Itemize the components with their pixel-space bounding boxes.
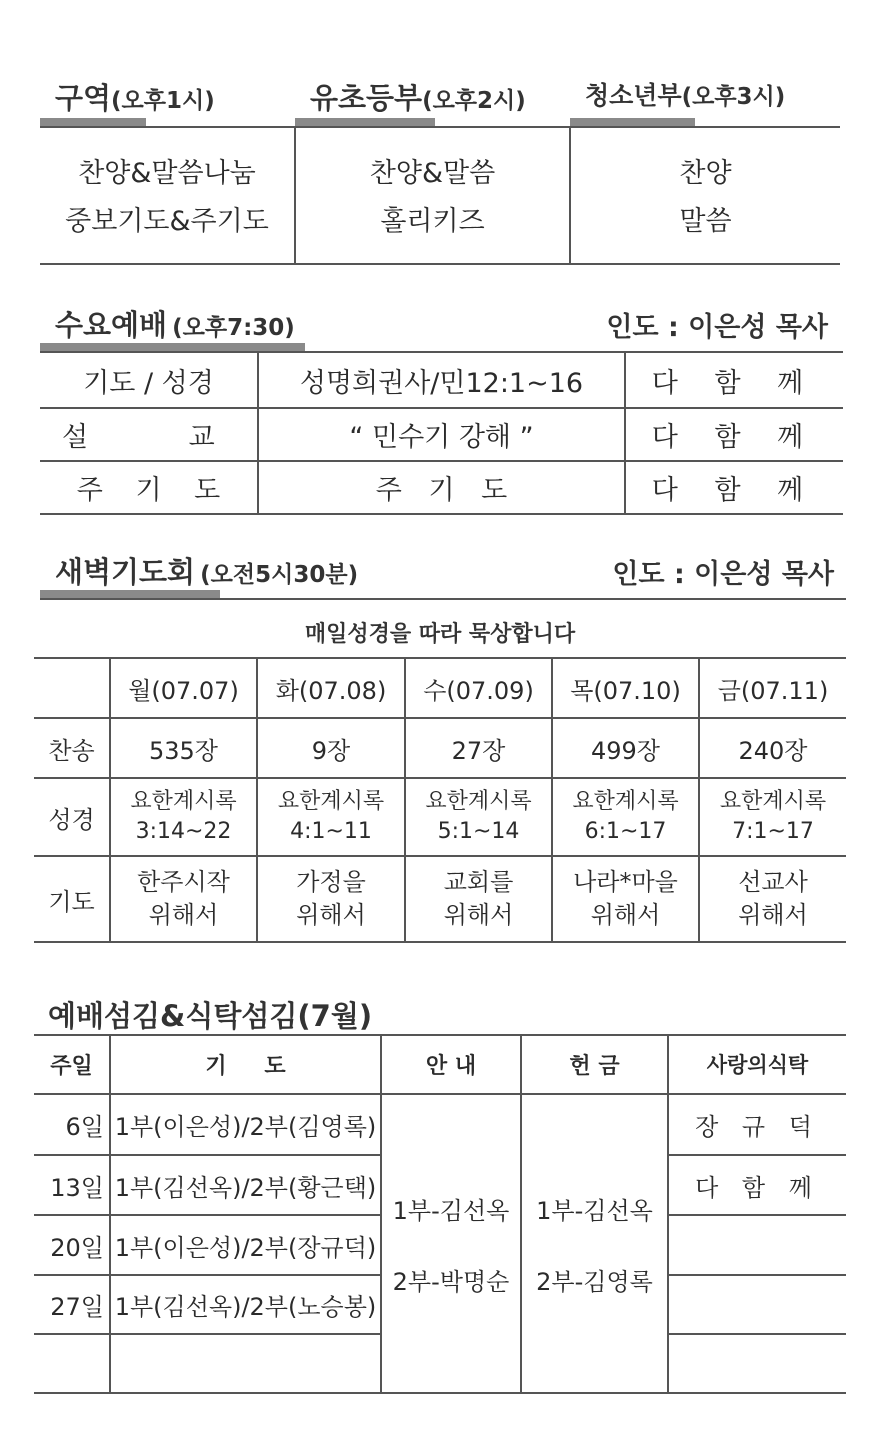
scripture-book: 요한계시록 — [130, 789, 237, 814]
service-meal-rule — [668, 1214, 846, 1216]
district-line-2: 중보기도&주기도 — [65, 205, 269, 237]
hymn-cell: 27장 — [451, 736, 506, 765]
offering-first: 1부-김선옥 — [536, 1196, 653, 1225]
prayer-topic: 선교사 — [738, 868, 808, 896]
prayer-cell — [258, 857, 404, 941]
day-header: 금(07.11) — [717, 676, 829, 705]
hymn-cell: 240장 — [738, 736, 808, 765]
prayer-cell — [406, 857, 551, 941]
guide-cell — [382, 1095, 520, 1392]
sunday-date: 6일 — [65, 1113, 104, 1141]
header-guide: 안 내 — [425, 1053, 477, 1079]
children-heading — [310, 76, 526, 117]
prayer-cell — [111, 857, 256, 941]
scripture-verses: 3:14~22 — [135, 819, 232, 844]
row-label-prayer: 기도 — [48, 887, 95, 916]
meal-cell: 다 함 께 — [695, 1173, 820, 1202]
row-label-scripture: 성경 — [48, 805, 95, 834]
district-heading — [55, 76, 215, 117]
dawn-heading — [55, 550, 358, 591]
offering-cell — [522, 1095, 667, 1392]
day-header: 목(07.10) — [570, 676, 681, 705]
header-meal: 사랑의식탁 — [706, 1053, 809, 1077]
wednesday-item-label: 설 교 — [62, 422, 215, 453]
hymn-cell: 499장 — [591, 736, 660, 765]
sunday-date: 27일 — [50, 1293, 104, 1321]
children-underbar — [295, 118, 435, 126]
sunday-prayer: 1부(이은성)/2부(장규덕) — [114, 1233, 377, 1262]
prayer-topic: 가정을 — [296, 868, 366, 896]
dawn-top-rule — [40, 598, 846, 600]
sunday-prayer: 1부(김선옥)/2부(노승봉) — [114, 1293, 377, 1321]
scripture-book: 요한계시록 — [719, 789, 827, 814]
day-header: 수(07.09) — [423, 676, 534, 705]
service-row-rule — [34, 1333, 380, 1335]
wednesday-item: 기도 / 성경 — [83, 367, 214, 399]
district-underbar — [40, 118, 146, 126]
dawn-leader: 인도 : 이은성 목사 — [612, 559, 834, 590]
youth-title: 청소년부 — [585, 81, 682, 110]
groups-top-rule — [40, 126, 840, 128]
youth-line-2: 말씀 — [679, 205, 732, 237]
guide-second: 2부-박명순 — [392, 1267, 510, 1296]
service-meal-rule — [668, 1274, 846, 1276]
prayer-cell — [553, 857, 698, 941]
scripture-verses: 7:1~17 — [732, 819, 814, 844]
sunday-prayer: 1부(김선옥)/2부(황근택) — [114, 1173, 377, 1202]
wednesday-who: 다 함 께 — [651, 475, 818, 506]
prayer-suffix: 위해서 — [738, 901, 808, 929]
scripture-cell — [258, 779, 404, 855]
scripture-verses: 5:1~14 — [437, 819, 520, 844]
scripture-cell — [700, 779, 846, 855]
youth-heading — [585, 76, 785, 112]
district-line-1: 찬양&말씀나눔 — [78, 157, 256, 189]
prayer-suffix: 위해서 — [443, 901, 514, 929]
header-prayer: 기 도 — [205, 1053, 286, 1079]
service-bottom-rule — [34, 1392, 846, 1394]
hymn-cell: 9장 — [311, 736, 351, 765]
meal-cell: 장 규 덕 — [695, 1113, 820, 1141]
sunday-prayer: 1부(이은성)/2부(김영록) — [114, 1113, 377, 1141]
dawn-underbar — [40, 590, 220, 598]
wednesday-underbar — [40, 343, 305, 351]
guide-first: 1부-김선옥 — [392, 1196, 510, 1225]
service-title: 예배섬김&식탁섬김(7월) — [48, 999, 373, 1033]
scripture-verses: 6:1~17 — [584, 819, 667, 844]
header-offering: 헌 금 — [569, 1053, 620, 1079]
wednesday-bottom-rule — [40, 513, 843, 515]
sunday-date: 20일 — [50, 1233, 104, 1262]
wednesday-item: 주 기 도 — [76, 475, 221, 506]
dawn-table-rule — [34, 941, 846, 943]
prayer-cell — [700, 857, 846, 941]
wednesday-content: 성명희권사/민12:1~16 — [299, 367, 584, 399]
prayer-suffix: 위해서 — [296, 901, 366, 929]
offering-second: 2부-김영록 — [536, 1267, 653, 1296]
day-header: 화(07.08) — [275, 676, 387, 705]
wednesday-time: (오후7:30) — [172, 315, 295, 341]
header-sunday: 주일 — [50, 1053, 93, 1079]
children-time: (오후2시) — [422, 88, 526, 114]
scripture-cell — [406, 779, 551, 855]
wednesday-leader: 인도 : 이은성 목사 — [606, 312, 828, 343]
district-title: 구역 — [55, 81, 112, 115]
wednesday-content: 주 기 도 — [375, 475, 508, 506]
children-line-2: 홀리키즈 — [380, 205, 485, 237]
scripture-verses: 4:1~11 — [290, 819, 372, 844]
prayer-topic: 한주시작 — [137, 868, 230, 896]
district-time: (오후1시) — [111, 88, 215, 114]
youth-time: (오후3시) — [681, 84, 786, 110]
row-label-hymn: 찬송 — [48, 736, 95, 765]
children-title: 유초등부 — [310, 81, 423, 115]
wednesday-heading — [55, 303, 295, 344]
scripture-book: 요한계시록 — [572, 789, 679, 814]
prayer-topic: 나라*마을 — [573, 868, 678, 896]
prayer-topic: 교회를 — [443, 868, 514, 896]
scripture-cell — [553, 779, 698, 855]
groups-bottom-rule — [40, 263, 840, 265]
children-line-1: 찬양&말씀 — [369, 157, 496, 189]
prayer-suffix: 위해서 — [148, 901, 219, 929]
hymn-cell: 535장 — [149, 736, 218, 765]
sunday-date: 13일 — [50, 1173, 104, 1202]
day-header: 월(07.07) — [128, 676, 239, 705]
scripture-cell — [111, 779, 256, 855]
dawn-banner: 매일성경을 따라 묵상합니다 — [304, 621, 576, 647]
wednesday-who: 다 함 께 — [651, 422, 818, 453]
scripture-book: 요한계시록 — [425, 789, 532, 814]
youth-underbar — [570, 118, 695, 126]
prayer-suffix: 위해서 — [590, 901, 661, 929]
youth-line-1: 찬양 — [679, 157, 732, 189]
service-meal-rule — [668, 1333, 846, 1335]
wednesday-title: 수요예배 — [55, 308, 168, 342]
wednesday-item — [62, 409, 237, 460]
wednesday-who: 다 함 께 — [651, 367, 818, 399]
scripture-book: 요한계시록 — [277, 789, 385, 814]
wednesday-content: “ 민수기 강해 ” — [349, 422, 534, 453]
dawn-time: (오전5시30분) — [200, 562, 359, 588]
dawn-title: 새벽기도회 — [55, 555, 196, 589]
